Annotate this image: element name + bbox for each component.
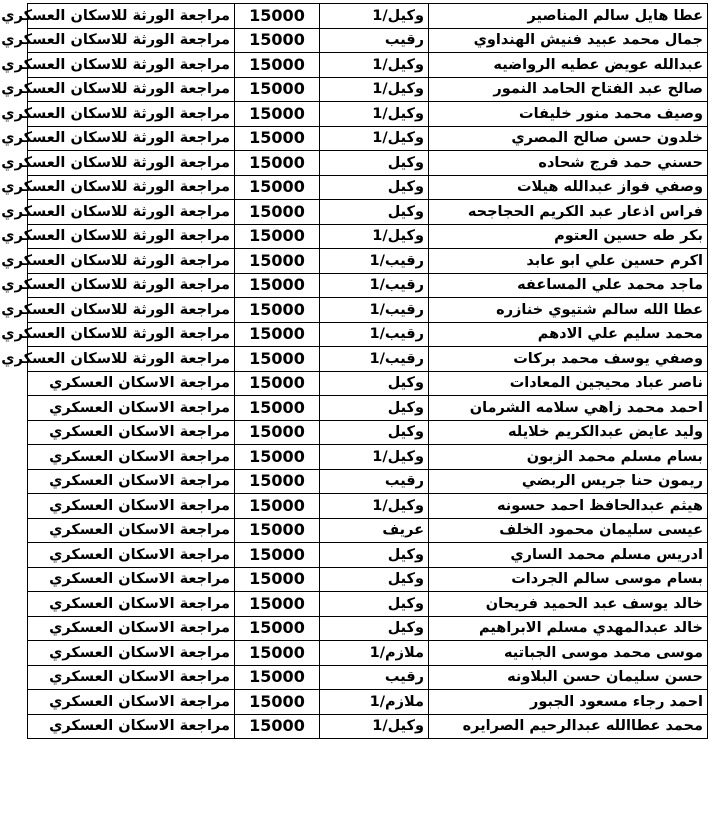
rank-cell: رقيب [320,665,429,690]
note-cell: مراجعة الاسكان العسكري [28,469,235,494]
table-row [28,347,708,372]
amount-cell: 15000 [235,175,320,200]
table-row [28,224,708,249]
table-row [28,126,708,151]
name-cell: صالح عبد الفتاح الحامد النمور [429,77,708,102]
note-cell: مراجعة الورثة للاسكان العسكري [28,151,235,176]
rank-cell: وكيل/1 [320,714,429,739]
amount-cell: 15000 [235,469,320,494]
amount-cell: 15000 [235,28,320,53]
name-cell: عيسى سليمان محمود الخلف [429,518,708,543]
table-row [28,567,708,592]
name-cell: احمد محمد زاهي سلامه الشرمان [429,396,708,421]
table-row [28,494,708,519]
rank-cell: ملازم/1 [320,641,429,666]
amount-cell: 15000 [235,494,320,519]
note-cell: مراجعة الاسكان العسكري [28,616,235,641]
note-cell: مراجعة الورثة للاسكان العسكري [28,249,235,274]
rank-cell: رقيب/1 [320,249,429,274]
name-cell: جمال محمد عبيد فنيش الهنداوي [429,28,708,53]
amount-cell: 15000 [235,322,320,347]
note-cell: مراجعة الورثة للاسكان العسكري [28,322,235,347]
note-cell: مراجعة الورثة للاسكان العسكري [28,224,235,249]
amount-cell: 15000 [235,347,320,372]
note-cell: مراجعة الاسكان العسكري [28,665,235,690]
name-cell: ناصر عباد محيجين المعادات [429,371,708,396]
name-cell: اكرم حسين علي ابو عابد [429,249,708,274]
note-cell: مراجعة الاسكان العسكري [28,543,235,568]
table-row [28,518,708,543]
rank-cell: وكيل/1 [320,445,429,470]
rank-cell: وكيل [320,175,429,200]
rank-cell: رقيب [320,469,429,494]
amount-cell: 15000 [235,543,320,568]
name-cell: حسن سليمان حسن البلاونه [429,665,708,690]
name-cell: عطا الله سالم شتيوي خنازره [429,298,708,323]
amount-cell: 15000 [235,518,320,543]
note-cell: مراجعة الاسكان العسكري [28,714,235,739]
table-row [28,200,708,225]
table-row [28,298,708,323]
name-cell: فراس اذعار عبد الكريم الحجاجحه [429,200,708,225]
rank-cell: وكيل/1 [320,4,429,29]
name-cell: بسام مسلم محمد الزبون [429,445,708,470]
table-row [28,396,708,421]
table-row [28,665,708,690]
rank-cell: وكيل/1 [320,77,429,102]
name-cell: خلدون حسن صالح المصري [429,126,708,151]
rank-cell: وكيل/1 [320,494,429,519]
name-cell: موسى محمد موسى الجباتيه [429,641,708,666]
table-row [28,616,708,641]
spreadsheet-sheet [1,3,708,739]
note-cell: مراجعة الاسكان العسكري [28,592,235,617]
note-cell: مراجعة الاسكان العسكري [28,641,235,666]
note-cell: مراجعة الورثة للاسكان العسكري [28,175,235,200]
note-cell: مراجعة الاسكان العسكري [28,396,235,421]
amount-cell: 15000 [235,641,320,666]
note-cell: مراجعة الاسكان العسكري [28,567,235,592]
table-row [28,322,708,347]
table-row [28,151,708,176]
rank-cell: وكيل [320,543,429,568]
table-row [28,53,708,78]
note-cell: مراجعة الورثة للاسكان العسكري [28,77,235,102]
amount-cell: 15000 [235,77,320,102]
amount-cell: 15000 [235,665,320,690]
table-body [1,4,708,739]
note-cell: مراجعة الاسكان العسكري [28,690,235,715]
amount-cell: 15000 [235,224,320,249]
table-row [28,420,708,445]
name-cell: بكر طه حسين العتوم [429,224,708,249]
rank-cell: وكيل/1 [320,224,429,249]
rank-cell: وكيل/1 [320,102,429,127]
amount-cell: 15000 [235,396,320,421]
table-row [28,28,708,53]
note-cell: مراجعة الورثة للاسكان العسكري [28,347,235,372]
name-cell: خالد يوسف عبد الحميد فريحان [429,592,708,617]
rank-cell: وكيل/1 [320,126,429,151]
note-cell: مراجعة الورثة للاسكان العسكري [28,126,235,151]
beneficiaries-table [1,3,708,739]
name-cell: ادريس مسلم محمد الساري [429,543,708,568]
note-cell: مراجعة الاسكان العسكري [28,494,235,519]
name-cell: هيثم عبدالحافظ احمد حسونه [429,494,708,519]
note-cell: مراجعة الورثة للاسكان العسكري [28,298,235,323]
name-cell: بسام موسى سالم الجردات [429,567,708,592]
note-cell: مراجعة الورثة للاسكان العسكري [28,102,235,127]
amount-cell: 15000 [235,298,320,323]
name-cell: خالد عبدالمهدي مسلم الابراهيم [429,616,708,641]
amount-cell: 15000 [235,151,320,176]
note-cell: مراجعة الورثة للاسكان العسكري [28,28,235,53]
amount-cell: 15000 [235,592,320,617]
name-cell: ماجد محمد علي المساعفه [429,273,708,298]
table-row [28,714,708,739]
note-cell: مراجعة الاسكان العسكري [28,420,235,445]
table-row [28,249,708,274]
rank-cell: ملازم/1 [320,690,429,715]
name-cell: وصيف محمد منور خليفات [429,102,708,127]
note-cell: مراجعة الورثة للاسكان العسكري [28,200,235,225]
table-row [28,690,708,715]
note-cell: مراجعة الاسكان العسكري [28,445,235,470]
amount-cell: 15000 [235,567,320,592]
rank-cell: رقيب/1 [320,298,429,323]
amount-cell: 15000 [235,371,320,396]
amount-cell: 15000 [235,445,320,470]
table-row [28,102,708,127]
name-cell: ريمون حنا جريس الربضي [429,469,708,494]
amount-cell: 15000 [235,249,320,274]
amount-cell: 15000 [235,690,320,715]
rank-cell: وكيل [320,396,429,421]
name-cell: عبدالله عويض عطيه الرواضيه [429,53,708,78]
amount-cell: 15000 [235,53,320,78]
table-row [28,641,708,666]
rank-cell: رقيب/1 [320,273,429,298]
rank-cell: عريف [320,518,429,543]
table-row [28,543,708,568]
amount-cell: 15000 [235,273,320,298]
amount-cell: 15000 [235,714,320,739]
rank-cell: وكيل [320,592,429,617]
note-cell: مراجعة الورثة للاسكان العسكري [28,53,235,78]
amount-cell: 15000 [235,616,320,641]
note-cell: مراجعة الورثة للاسكان العسكري [28,273,235,298]
table-row [28,592,708,617]
name-cell: وصفي يوسف محمد بركات [429,347,708,372]
table-row [28,371,708,396]
rank-cell: رقيب/1 [320,347,429,372]
note-cell: مراجعة الاسكان العسكري [28,371,235,396]
name-cell: محمد سليم علي الادهم [429,322,708,347]
table-row [28,469,708,494]
rank-cell: وكيل [320,200,429,225]
table-row [28,4,708,29]
amount-cell: 15000 [235,126,320,151]
amount-cell: 15000 [235,102,320,127]
amount-cell: 15000 [235,4,320,29]
rank-cell: وكيل [320,616,429,641]
table-row [28,445,708,470]
amount-cell: 15000 [235,420,320,445]
rank-cell: وكيل/1 [320,53,429,78]
name-cell: محمد عطاالله عبدالرحيم الصرايره [429,714,708,739]
name-cell: احمد رجاء مسعود الجبور [429,690,708,715]
name-cell: وليد عايض عبدالكريم خلايله [429,420,708,445]
note-cell: مراجعة الورثة للاسكان العسكري [28,4,235,29]
table-row [28,77,708,102]
rank-cell: وكيل [320,371,429,396]
name-cell: حسني حمد فرج شحاده [429,151,708,176]
table-row [28,273,708,298]
note-cell: مراجعة الاسكان العسكري [28,518,235,543]
rank-cell: رقيب/1 [320,322,429,347]
rank-cell: وكيل [320,567,429,592]
amount-cell: 15000 [235,200,320,225]
rank-cell: وكيل [320,151,429,176]
rank-cell: وكيل [320,420,429,445]
table-row [28,175,708,200]
rank-cell: رقيب [320,28,429,53]
name-cell: عطا هايل سالم المناصير [429,4,708,29]
name-cell: وصفي فواز عبدالله هيلات [429,175,708,200]
